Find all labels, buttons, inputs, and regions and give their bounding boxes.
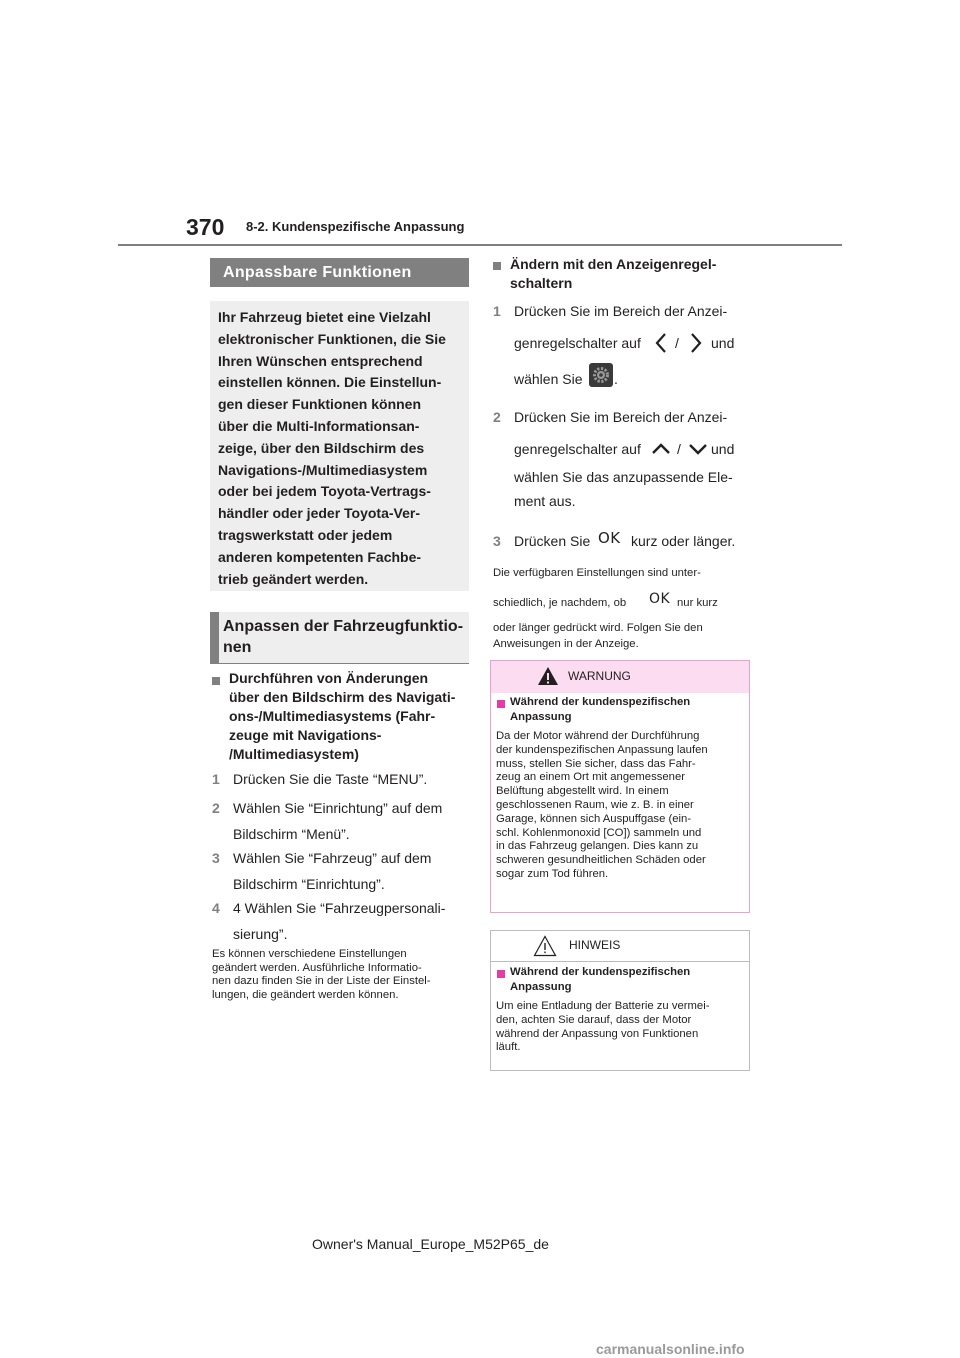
warning-text: Da der Motor während der Durchführung der kundenspezifischen Anpassung laufen muss, stellen Sie sicher, dass das Fahr- zeug an einem Ort mit angemessener Belüftung abgestellt wird. In einem geschlossenen Raum, wie z. B. in einer Garage, können sich Auspuffgase (ein- schl. Kohlenmonoxid [CO]) sammeln und in das Fahrzeug gelangen. Dies kann zu schweren gesundheitlichen Schäden oder sogar zum Tod führen.: [496, 730, 708, 880]
ok-button-icon: OK: [649, 591, 671, 607]
right-step-1: 1 Drücken Sie im Bereich der Anzei- genregelschalter auf / und wählen Sie .: [493, 303, 735, 387]
chevron-up-icon: [651, 442, 671, 456]
bullet-square-icon: [212, 677, 220, 685]
warning-box: [490, 660, 750, 913]
bullet-square-icon: [497, 970, 505, 978]
intro-line: händler oder jeder Toyota-Ver-: [218, 505, 421, 522]
warning-triangle-icon: [537, 666, 559, 686]
notice-header: [491, 931, 749, 962]
heading-line: Anpassen der Fahrzeugfunktio-: [223, 618, 464, 635]
intro-line: über die Multi-Informationsan-: [218, 417, 420, 434]
watermark: carmanualsonline.info: [596, 1341, 745, 1357]
intro-line: elektronischer Funktionen, die Sie: [218, 330, 446, 347]
page-number: 370: [186, 214, 225, 240]
settings-gear-icon: [589, 363, 613, 387]
intro-line: oder bei jedem Toyota-Vertrags-: [218, 483, 431, 500]
footer-label: Owner's Manual_Europe_M52P65_de: [312, 1236, 549, 1252]
header-rule: [118, 244, 842, 246]
intro-line: Ihr Fahrzeug bietet eine Vielzahl: [218, 309, 431, 325]
right-step-2: 2 Drücken Sie im Bereich der Anzei- genregelschalter auf / und wählen Sie das anzupassende Ele- ment aus.: [493, 409, 735, 509]
heading-accent-bar: [210, 612, 219, 663]
warning-title: WARNUNG: [568, 669, 631, 683]
section-title: 8-2. Kundenspezifische Anpassung: [246, 219, 465, 234]
heading-anpassbare-funktionen: Anpassbare Funktionen: [210, 258, 469, 287]
intro-line: Navigations-/Multimediasystem: [218, 461, 428, 478]
ok-button-icon: OK: [598, 529, 621, 547]
chevron-right-icon: [689, 332, 703, 354]
chevron-left-icon: [654, 332, 668, 354]
notice-subheading: Während der kundenspezifischen Anpassung: [510, 966, 691, 993]
notice-title: HINWEIS: [569, 938, 621, 952]
intro-line: Ihren Wünschen entsprechend: [218, 352, 423, 369]
intro-box: [210, 301, 469, 591]
notice-triangle-icon: [533, 935, 557, 957]
intro-line: gen dieser Funktionen können: [218, 396, 422, 413]
intro-line: anderen kompetenten Fachbe-: [218, 548, 422, 565]
subheading-navi: Durchführen von Änderungen über den Bildschirm des Navigati- ons-/Multimediasystems (Fahr- zeuge mit Navigations- /Multimediasystem): [229, 670, 456, 762]
warning-subheading: Während der kundenspezifischen Anpassung: [510, 696, 691, 723]
heading-line: nen: [223, 639, 252, 656]
bullet-square-icon: [497, 700, 505, 708]
bullet-square-icon: [493, 262, 501, 270]
notice-box: [490, 930, 750, 1071]
warning-header: [491, 661, 749, 693]
heading-anpassen: [210, 612, 469, 664]
subheading-anzeigenregel: Ändern mit den Anzeigenregel- schaltern: [510, 256, 717, 291]
intro-line: trieb geändert werden.: [218, 570, 369, 587]
right-note: Die verfügbaren Einstellungen sind unter- schiedlich, je nachdem, ob OK nur kurz oder länger gedrückt wird. Folgen Sie den Anweisungen in der Anzeige.: [493, 567, 718, 650]
intro-line: einstellen können. Die Einstellun-: [218, 374, 442, 391]
notice-text: Um eine Entladung der Batterie zu vermei- den, achten Sie darauf, dass der Motor während der Anpassung von Funktionen läuft.: [496, 1000, 710, 1054]
intro-line: zeige, über den Bildschirm des: [218, 439, 425, 456]
chevron-down-icon: [688, 442, 708, 456]
right-step-3: 3 Drücken Sie OK kurz oder länger.: [493, 528, 753, 556]
left-note: Es können verschiedene Einstellungen geändert werden. Ausführliche Informatio- nen dazu finden Sie in der Liste der Einstel- lungen, die geändert werden können.: [212, 948, 431, 1001]
intro-line: tragswerkstatt oder jedem: [218, 526, 393, 543]
